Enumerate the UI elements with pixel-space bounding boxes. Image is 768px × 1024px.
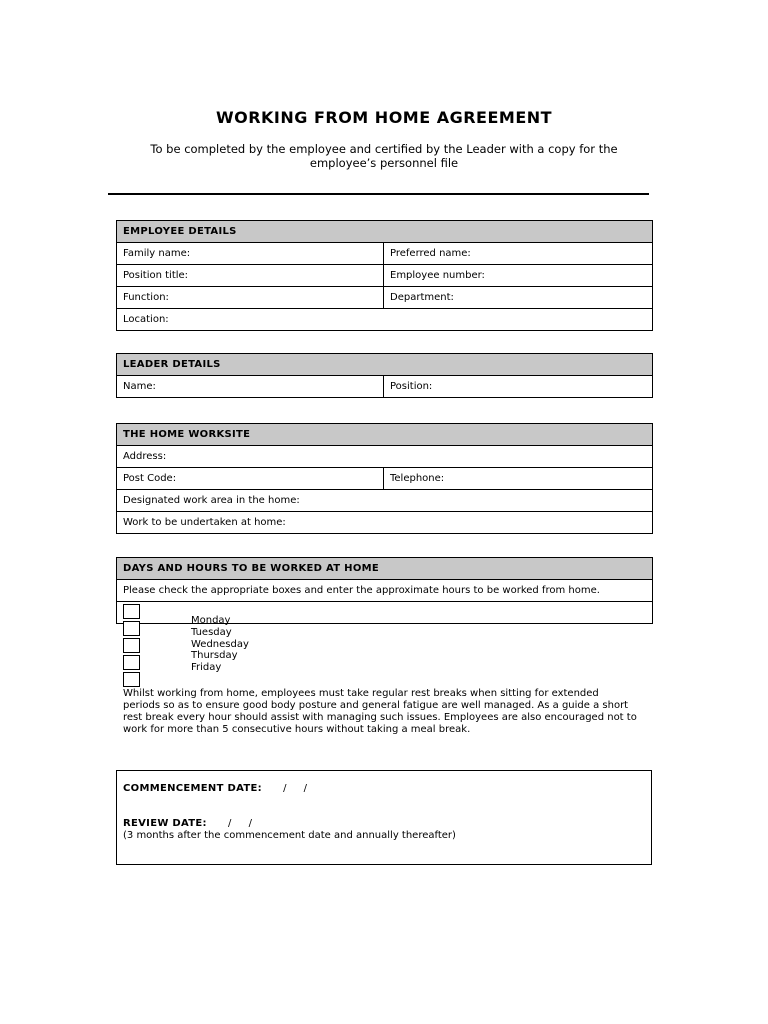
commencement-date-value[interactable]: / /: [283, 783, 307, 794]
days-hours-header: DAYS AND HOURS TO BE WORKED AT HOME: [117, 558, 653, 580]
day-label-monday: Monday: [191, 615, 231, 626]
home-worksite-header: THE HOME WORKSITE: [117, 424, 653, 446]
dates-section: [116, 770, 652, 865]
telephone-field[interactable]: Telephone:: [384, 468, 653, 490]
employee-details-header: EMPLOYEE DETAILS: [117, 221, 653, 243]
page-title: WORKING FROM HOME AGREEMENT: [215, 108, 553, 127]
leader-name-field[interactable]: Name:: [117, 376, 384, 398]
review-date-label: REVIEW DATE:: [123, 818, 207, 829]
days-hours-section: [116, 557, 653, 735]
address-field[interactable]: Address:: [117, 446, 653, 468]
review-date-note: (3 months after the commencement date and annually thereafter): [123, 830, 456, 841]
day-label-friday: Friday: [191, 662, 222, 673]
page-subtitle: To be completed by the employee and certified by the Leader with a copy for the employee’s personnel file: [150, 142, 618, 170]
employee-details-section: [116, 220, 653, 331]
preferred-name-field[interactable]: Preferred name:: [384, 243, 653, 265]
post-code-field[interactable]: Post Code:: [117, 468, 384, 490]
family-name-field[interactable]: Family name:: [117, 243, 384, 265]
commencement-date-label: COMMENCEMENT DATE:: [123, 783, 262, 794]
home-worksite-section: [116, 423, 653, 534]
days-selection-area: [117, 602, 653, 735]
position-title-field[interactable]: Position title:: [117, 265, 384, 287]
day-checkbox[interactable]: [123, 621, 140, 636]
title-divider: [108, 193, 649, 195]
days-instruction: Please check the appropriate boxes and enter the approximate hours to be worked from home.: [117, 580, 653, 602]
day-label-tuesday: Tuesday: [191, 627, 232, 638]
leader-position-field[interactable]: Position:: [384, 376, 653, 398]
leader-details-section: [116, 353, 653, 398]
work-area-field[interactable]: Designated work area in the home:: [117, 490, 653, 512]
department-field[interactable]: Department:: [384, 287, 653, 309]
work-undertaken-field[interactable]: Work to be undertaken at home:: [117, 512, 653, 534]
day-checkbox[interactable]: [123, 672, 140, 687]
review-date-value[interactable]: / /: [228, 818, 252, 829]
day-checkbox[interactable]: [123, 638, 140, 653]
day-label-wednesday: Wednesday: [191, 639, 249, 650]
employee-number-field[interactable]: Employee number:: [384, 265, 653, 287]
leader-details-header: LEADER DETAILS: [117, 354, 653, 376]
day-checkbox[interactable]: [123, 655, 140, 670]
function-field[interactable]: Function:: [117, 287, 384, 309]
day-checkbox[interactable]: [123, 604, 140, 619]
location-field[interactable]: Location:: [117, 309, 653, 331]
rest-break-note: Whilst working from home, employees must take regular rest breaks when sitting for extended periods so as to ensure good body posture and general fatigue are well managed. As a guide a short rest break every hour should assist with managing such issues. Employees are also encouraged not to work for more than 5 consecutive hours without taking a meal break.: [123, 688, 637, 735]
day-label-thursday: Thursday: [191, 650, 238, 661]
